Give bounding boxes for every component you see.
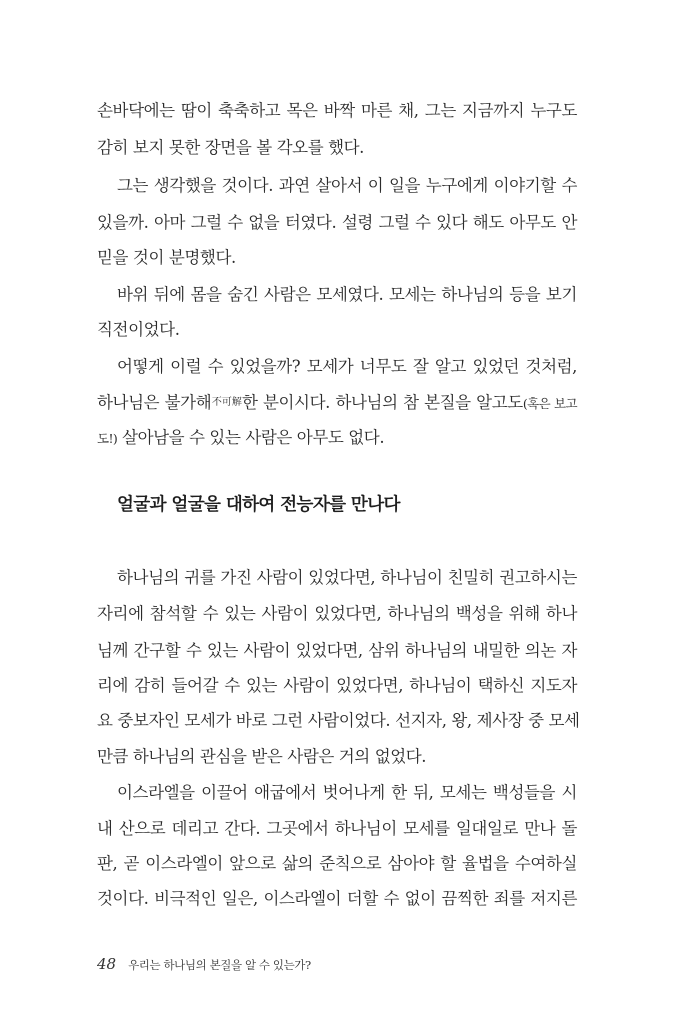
section-heading: 얼굴과 얼굴을 대하여 전능자를 만나다 xyxy=(117,495,400,515)
body-line: 어떻게 이럴 수 있었을까? 모세가 너무도 잘 알고 있었던 것처럼, xyxy=(117,357,577,376)
body-line xyxy=(97,391,577,416)
body-line: 자리에 참석할 수 있는 사람이 있었다면, 하나님의 백성을 위해 하나 xyxy=(97,604,577,623)
parenthetical: (혹은 보고 xyxy=(522,396,577,411)
body-line: 요 중보자인 모세가 바로 그런 사람이었다. 선지자, 왕, 제사장 중 모세 xyxy=(97,711,580,730)
text-span: 살아남을 수 있는 사람은 아무도 없다. xyxy=(117,428,385,447)
body-line: 내 산으로 데리고 간다. 그곳에서 하나님이 모세를 일대일로 만나 돌 xyxy=(97,819,577,838)
body-line: 믿을 것이 분명했다. xyxy=(97,248,236,267)
body-line: 직전이었다. xyxy=(97,320,180,339)
page-number: 48 xyxy=(97,955,117,973)
body-line: 하나님의 귀를 가진 사람이 있었다면, 하나님이 친밀히 권고하시는 xyxy=(117,568,577,587)
body-line: 것이다. 비극적인 일은, 이스라엘이 더할 수 없이 끔찍한 죄를 저지른 xyxy=(97,889,577,908)
body-line: 있을까. 아마 그럴 수 없을 터였다. 설령 그럴 수 있다 해도 아무도 안 xyxy=(97,213,577,232)
body-line: 만큼 하나님의 관심을 받은 사람은 거의 없었다. xyxy=(97,747,427,766)
body-line: 그는 생각했을 것이다. 과연 살아서 이 일을 누구에게 이야기할 수 xyxy=(117,176,577,195)
body-line: 리에 감히 들어갈 수 있는 사람이 있었다면, 하나님이 택하신 지도자 xyxy=(97,676,577,695)
page-footer xyxy=(97,954,311,974)
body-line: 판, 곧 이스라엘이 앞으로 삶의 준칙으로 삼아야 할 율법을 수여하실 xyxy=(97,854,577,873)
hanja-annotation: 不可解 xyxy=(211,397,242,408)
running-title: 우리는 하나님의 본질을 알 수 있는가? xyxy=(128,958,311,972)
body-line: 님께 간구할 수 있는 사람이 있었다면, 삼위 하나님의 내밀한 의논 자 xyxy=(97,641,577,660)
parenthetical: 도!) xyxy=(97,431,118,446)
body-line: 감히 보지 못한 장면을 볼 각오를 했다. xyxy=(97,138,364,157)
body-line: 이스라엘을 이끌어 애굽에서 벗어나게 한 뒤, 모세는 백성들을 시 xyxy=(117,783,577,802)
body-line: 바위 뒤에 몸을 숨긴 사람은 모세였다. 모세는 하나님의 등을 보기 xyxy=(117,285,577,304)
text-span: 한 분이시다. 하나님의 참 본질을 알고도 xyxy=(241,393,523,412)
text-span: 하나님은 불가해 xyxy=(97,393,212,412)
body-line xyxy=(97,426,577,451)
body-line: 손바닥에는 땀이 축축하고 목은 바짝 마른 채, 그는 지금까지 누구도 xyxy=(97,101,577,120)
